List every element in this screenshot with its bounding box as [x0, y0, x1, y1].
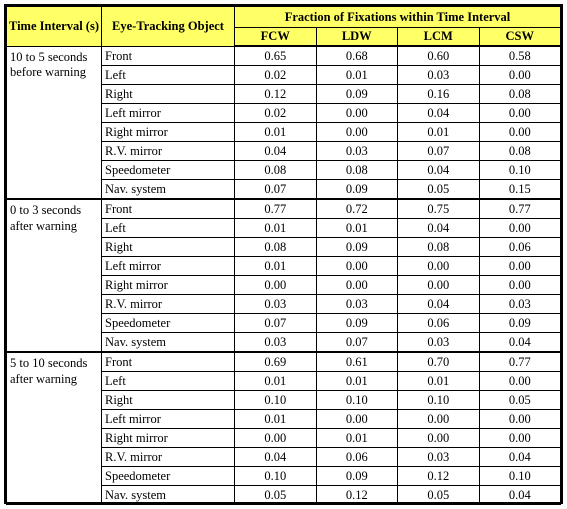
fraction-value-cell: 0.00 [479, 104, 561, 123]
eye-tracking-object-cell: Left [102, 219, 235, 238]
fraction-value-cell: 0.08 [479, 85, 561, 104]
eye-tracking-object-cell: Right mirror [102, 123, 235, 142]
fraction-value-cell: 0.07 [235, 180, 317, 200]
fraction-value-cell: 0.08 [316, 161, 398, 180]
fraction-value-cell: 0.00 [316, 410, 398, 429]
fraction-value-cell: 0.00 [479, 276, 561, 295]
fraction-value-cell: 0.72 [316, 199, 398, 219]
eye-tracking-object-cell: Nav. system [102, 333, 235, 353]
fraction-value-cell: 0.07 [316, 333, 398, 353]
fraction-value-cell: 0.06 [398, 314, 480, 333]
fraction-value-cell: 0.10 [235, 391, 317, 410]
fraction-value-cell: 0.04 [398, 295, 480, 314]
eye-tracking-object-cell: Left mirror [102, 257, 235, 276]
fraction-value-cell: 0.12 [235, 85, 317, 104]
eye-tracking-object-cell: Right mirror [102, 276, 235, 295]
eye-tracking-object-cell: R.V. mirror [102, 295, 235, 314]
fraction-value-cell: 0.00 [235, 429, 317, 448]
eye-tracking-object-cell: Left mirror [102, 104, 235, 123]
fraction-value-cell: 0.00 [398, 276, 480, 295]
table-row [7, 199, 561, 219]
time-interval-cell: 5 to 10 seconds after warning [7, 352, 102, 505]
fraction-value-cell: 0.60 [398, 46, 480, 66]
eye-tracking-object-cell: Left [102, 372, 235, 391]
fraction-value-cell: 0.65 [235, 46, 317, 66]
fraction-value-cell: 0.00 [316, 123, 398, 142]
fraction-value-cell: 0.08 [235, 161, 317, 180]
fraction-value-cell: 0.04 [235, 448, 317, 467]
fraction-value-cell: 0.02 [235, 104, 317, 123]
eye-tracking-object-cell: Left [102, 66, 235, 85]
fraction-value-cell: 0.10 [316, 391, 398, 410]
fraction-value-cell: 0.09 [316, 180, 398, 200]
fraction-value-cell: 0.00 [479, 410, 561, 429]
interval-group [7, 46, 561, 199]
fraction-value-cell: 0.10 [398, 391, 480, 410]
fraction-value-cell: 0.01 [235, 219, 317, 238]
fraction-value-cell: 0.03 [235, 333, 317, 353]
fraction-value-cell: 0.00 [316, 104, 398, 123]
header-eye-tracking-object: Eye-Tracking Object [102, 7, 235, 47]
fraction-value-cell: 0.00 [398, 410, 480, 429]
fraction-value-cell: 0.75 [398, 199, 480, 219]
fraction-value-cell: 0.09 [316, 314, 398, 333]
fraction-value-cell: 0.09 [316, 85, 398, 104]
fraction-value-cell: 0.00 [479, 66, 561, 85]
eye-tracking-object-cell: R.V. mirror [102, 142, 235, 161]
eye-tracking-object-cell: Front [102, 352, 235, 372]
fraction-value-cell: 0.04 [398, 161, 480, 180]
fraction-value-cell: 0.05 [479, 391, 561, 410]
time-interval-cell: 0 to 3 seconds after warning [7, 199, 102, 352]
fraction-value-cell: 0.07 [235, 314, 317, 333]
header-col-fcw: FCW [235, 28, 317, 47]
fraction-value-cell: 0.08 [235, 238, 317, 257]
fraction-value-cell: 0.05 [235, 486, 317, 505]
fraction-value-cell: 0.09 [316, 467, 398, 486]
fraction-value-cell: 0.58 [479, 46, 561, 66]
fraction-value-cell: 0.77 [479, 199, 561, 219]
eye-tracking-object-cell: Speedometer [102, 161, 235, 180]
time-interval-cell: 10 to 5 seconds before warning [7, 46, 102, 199]
fraction-value-cell: 0.05 [398, 486, 480, 505]
fraction-value-cell: 0.00 [316, 276, 398, 295]
eye-tracking-object-cell: R.V. mirror [102, 448, 235, 467]
eye-tracking-object-cell: Right [102, 391, 235, 410]
fraction-value-cell: 0.15 [479, 180, 561, 200]
fraction-value-cell: 0.77 [235, 199, 317, 219]
fraction-value-cell: 0.03 [316, 295, 398, 314]
eye-tracking-object-cell: Front [102, 46, 235, 66]
fraction-value-cell: 0.00 [235, 276, 317, 295]
fraction-value-cell: 0.01 [235, 123, 317, 142]
fraction-value-cell: 0.01 [235, 372, 317, 391]
fraction-value-cell: 0.01 [235, 410, 317, 429]
fraction-value-cell: 0.77 [479, 352, 561, 372]
table-header [7, 7, 561, 47]
fraction-value-cell: 0.04 [479, 333, 561, 353]
eye-tracking-object-cell: Right mirror [102, 429, 235, 448]
interval-group [7, 199, 561, 352]
header-fraction-of-fixations: Fraction of Fixations within Time Interval [235, 7, 561, 28]
fraction-value-cell: 0.16 [398, 85, 480, 104]
fraction-value-cell: 0.12 [316, 486, 398, 505]
header-col-lcm: LCM [398, 28, 480, 47]
fixation-table [6, 6, 561, 505]
fraction-value-cell: 0.10 [479, 467, 561, 486]
fraction-value-cell: 0.61 [316, 352, 398, 372]
fraction-value-cell: 0.03 [398, 448, 480, 467]
table-row [7, 46, 561, 66]
fraction-value-cell: 0.00 [316, 257, 398, 276]
eye-tracking-object-cell: Right [102, 238, 235, 257]
fraction-value-cell: 0.01 [398, 372, 480, 391]
fraction-value-cell: 0.01 [316, 219, 398, 238]
header-col-csw: CSW [479, 28, 561, 47]
fraction-value-cell: 0.01 [316, 372, 398, 391]
fraction-value-cell: 0.03 [316, 142, 398, 161]
fraction-value-cell: 0.07 [398, 142, 480, 161]
fraction-value-cell: 0.70 [398, 352, 480, 372]
eye-tracking-object-cell: Front [102, 199, 235, 219]
fraction-value-cell: 0.00 [398, 429, 480, 448]
fraction-value-cell: 0.00 [479, 219, 561, 238]
eye-tracking-object-cell: Speedometer [102, 314, 235, 333]
fraction-value-cell: 0.04 [398, 219, 480, 238]
fraction-value-cell: 0.08 [398, 238, 480, 257]
header-col-ldw: LDW [316, 28, 398, 47]
fraction-value-cell: 0.00 [479, 257, 561, 276]
eye-tracking-object-cell: Nav. system [102, 486, 235, 505]
eye-tracking-object-cell: Right [102, 85, 235, 104]
fraction-value-cell: 0.00 [479, 372, 561, 391]
interval-group [7, 352, 561, 505]
fraction-value-cell: 0.69 [235, 352, 317, 372]
fraction-value-cell: 0.00 [479, 123, 561, 142]
eye-tracking-object-cell: Speedometer [102, 467, 235, 486]
fraction-value-cell: 0.04 [479, 448, 561, 467]
eye-tracking-object-cell: Nav. system [102, 180, 235, 200]
fraction-value-cell: 0.10 [235, 467, 317, 486]
fraction-value-cell: 0.04 [479, 486, 561, 505]
fraction-value-cell: 0.08 [479, 142, 561, 161]
fraction-value-cell: 0.03 [479, 295, 561, 314]
table-row [7, 352, 561, 372]
fraction-value-cell: 0.05 [398, 180, 480, 200]
fraction-value-cell: 0.09 [479, 314, 561, 333]
fraction-value-cell: 0.04 [235, 142, 317, 161]
fraction-value-cell: 0.00 [398, 257, 480, 276]
fraction-value-cell: 0.03 [398, 66, 480, 85]
fraction-value-cell: 0.68 [316, 46, 398, 66]
fraction-value-cell: 0.02 [235, 66, 317, 85]
fraction-value-cell: 0.03 [235, 295, 317, 314]
header-time-interval: Time Interval (s) [7, 7, 102, 47]
fixation-table-frame [4, 4, 563, 504]
fraction-value-cell: 0.10 [479, 161, 561, 180]
fraction-value-cell: 0.00 [479, 429, 561, 448]
fraction-value-cell: 0.06 [316, 448, 398, 467]
fraction-value-cell: 0.09 [316, 238, 398, 257]
fraction-value-cell: 0.04 [398, 104, 480, 123]
fraction-value-cell: 0.01 [398, 123, 480, 142]
fraction-value-cell: 0.01 [316, 66, 398, 85]
fraction-value-cell: 0.01 [235, 257, 317, 276]
fraction-value-cell: 0.12 [398, 467, 480, 486]
fraction-value-cell: 0.01 [316, 429, 398, 448]
fraction-value-cell: 0.03 [398, 333, 480, 353]
fraction-value-cell: 0.06 [479, 238, 561, 257]
eye-tracking-object-cell: Left mirror [102, 410, 235, 429]
